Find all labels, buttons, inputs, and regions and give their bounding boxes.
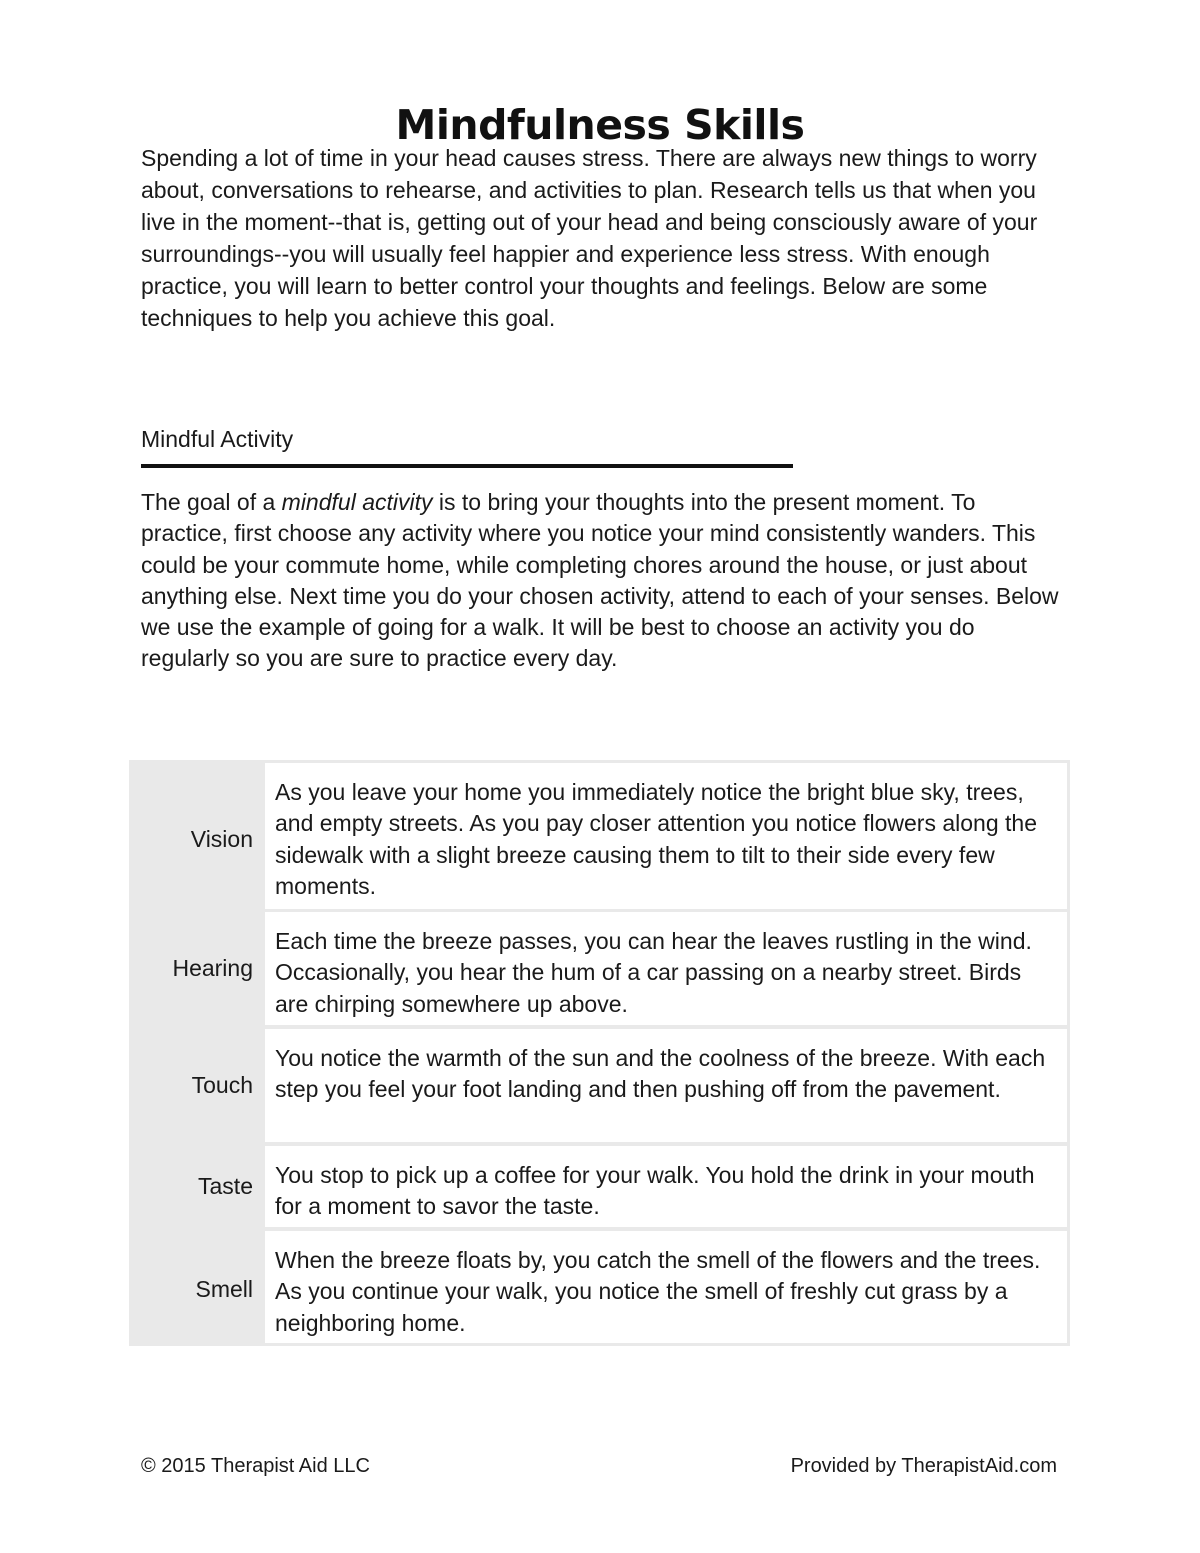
page-title: Mindfulness Skills	[395, 101, 805, 150]
sense-description: You stop to pick up a coffee for your walk. You hold the drink in your mouth for a moment to savor the taste.	[265, 1146, 1067, 1227]
activity-text-end: is to bring your thoughts into the present moment. To practice, first choose any activity where you notice your mind consistently wanders. This could be your commute home, while completing chores around the house, or just about anything else. Next time you do your chosen activity, attend to each of your senses. Below we use the example of going for a walk. It will be best to choose an activity you do regularly so you are sure to practice every day.	[141, 489, 1059, 672]
section-heading: Mindful Activity	[141, 426, 294, 452]
sense-description: When the breeze floats by, you catch the smell of the flowers and the trees. As you continue your walk, you notice the smell of freshly cut grass by a neighboring home.	[265, 1231, 1067, 1343]
activity-paragraph	[141, 487, 1066, 675]
sense-label: Smell	[195, 1276, 253, 1302]
footer-copyright: © 2015 Therapist Aid LLC	[141, 1455, 370, 1477]
sense-description: As you leave your home you immediately notice the bright blue sky, trees, and empty streets. As you pay closer attention you notice flowers along the sidewalk with a slight breeze causing them to tilt to their side every few moments.	[265, 763, 1067, 909]
sense-label: Vision	[190, 826, 253, 852]
senses-table	[129, 760, 1070, 1346]
footer-provider: Provided by TherapistAid.com	[790, 1455, 1057, 1477]
sense-label: Taste	[198, 1173, 253, 1199]
activity-text-start: The goal of a	[141, 489, 282, 515]
sense-label: Hearing	[172, 955, 253, 981]
activity-emphasis: mindful activity	[281, 489, 433, 515]
section-divider	[141, 464, 793, 468]
intro-paragraph: Spending a lot of time in your head causes stress. There are always new things to worry about, conversations to rehearse, and activities to plan. Research tells us that when you live in the moment--that is, getting out of your head and being consciously aware of your surroundings--you will usually feel happier and experience less stress. With enough practice, you will learn to better control your thoughts and feelings. Below are some techniques to help you achieve this goal.	[141, 145, 1038, 331]
sense-description: Each time the breeze passes, you can hear the leaves rustling in the wind. Occasionally, you hear the hum of a car passing on a nearby street. Birds are chirping somewhere up above.	[265, 912, 1067, 1025]
sense-description: You notice the warmth of the sun and the coolness of the breeze. With each step you feel your foot landing and then pushing off from the pavement.	[265, 1029, 1067, 1142]
sense-label: Touch	[191, 1072, 253, 1098]
